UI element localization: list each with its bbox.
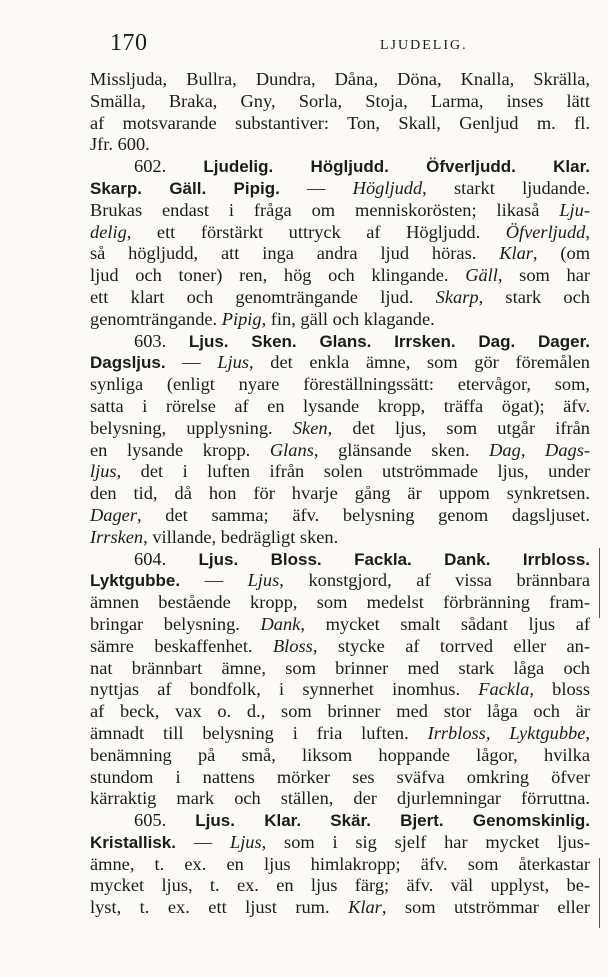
text-segment: , stark och [478, 286, 590, 307]
entry-heading-line [90, 549, 590, 571]
text-line [90, 505, 590, 527]
text-segment: af beck, vax o. d., som brinner med stor låga och är [90, 701, 590, 722]
text-line [90, 418, 590, 440]
text-line [90, 679, 590, 701]
text-segment: , bloss [529, 679, 590, 700]
text-segment: , som utströmmar eller [381, 897, 590, 918]
text-segment: ämnadt till belysning i fria luften. [90, 722, 428, 743]
entry-heading-line [90, 156, 590, 178]
italic-term: Gäll [465, 265, 498, 286]
text-line [90, 461, 590, 483]
italic-term: Lju- [559, 199, 590, 220]
text-line [90, 309, 590, 331]
text-segment: ett klart och genomträngande ljud. [90, 286, 436, 307]
text-segment: lyst, t. ex. ett ljust rum. [90, 897, 349, 918]
text-segment: så högljudd, att inga andra ljud höras. [90, 243, 500, 264]
text-segment: stundom i nattens mörker ses sväfva omkring öfver [90, 766, 590, 787]
italic-term: Högljudd [352, 177, 423, 198]
italic-term: Ljus [217, 352, 250, 373]
italic-term: Dager [90, 504, 137, 525]
text-line [90, 483, 590, 505]
text-line [90, 875, 590, 897]
text-segment: , det ljus, som utgår ifrån [327, 417, 590, 438]
text-line [90, 200, 590, 222]
text-segment: , som har [497, 265, 590, 286]
page-header [88, 30, 578, 60]
text-segment: , konstgjord, af vissa brännbara [279, 570, 590, 591]
italic-term: Öfverljudd [505, 221, 586, 242]
italic-term: ljus [90, 461, 117, 482]
text-line [90, 113, 590, 135]
text-segment: synliga (enligt nyare föreställningssätt: etervågor, som, [90, 374, 590, 395]
text-segment: Brukas endast i fråga om menniskorösten; likaså [90, 199, 560, 220]
text-line [90, 767, 590, 789]
entry-heading-line [90, 810, 590, 832]
text-segment: ämnen bestående kropp, som medelst förbränning fram- [90, 592, 590, 613]
text-segment: nyttjas af bondfolk, i synnerhet inomhus. [90, 679, 479, 700]
margin-rule [599, 548, 600, 618]
headwords: Ljus. Sken. Glans. Irrsken. Dag. Dager. [188, 331, 590, 351]
text-segment: — [176, 831, 230, 852]
text-segment: 602. [134, 156, 204, 177]
text-segment: nat brännbart ämne, som brinner med stark låga och [90, 657, 590, 678]
text-segment: en lysande kropp. [90, 439, 270, 460]
headwords: Skarp. Gäll. Pipig. [90, 178, 280, 198]
text-segment: — [279, 177, 353, 198]
headwords: Ljus. Klar. Skär. Bjert. Genomskinlig. [195, 811, 591, 831]
text-segment: , fin, gäll och klagande. [261, 308, 435, 329]
text-line [90, 570, 590, 592]
text-segment: , det enkla ämne, som gör föremålen [249, 352, 590, 373]
text-segment: , ett förstärkt uttryck af Högljudd. [126, 221, 506, 242]
text-segment: , det i luften ifrån solen utströmmade ljus, under [116, 461, 590, 482]
text-line [90, 636, 590, 658]
text-line [90, 614, 590, 636]
italic-term: delig [90, 221, 127, 242]
text-segment: , villande, bedrägligt sken. [143, 526, 339, 547]
entry-heading-line [90, 331, 590, 353]
text-segment: den tid, då hon för hvarje gång är uppom synkretsen. [90, 483, 590, 504]
text-line [90, 265, 590, 287]
text-segment: , stycke af torrved eller an- [312, 635, 590, 656]
text-line [90, 701, 590, 723]
italic-term: Klar [348, 897, 382, 918]
text-segment: — [180, 570, 248, 591]
text-line [90, 854, 590, 876]
text-line [90, 374, 590, 396]
text-segment: ämne, t. ex. en ljus himlakropp; äfv. som återkastar [90, 853, 590, 874]
text-segment: 603. [134, 330, 189, 351]
text-segment: — [165, 352, 218, 373]
text-segment: benämning på små, liksom hoppande lågor, hvilka [90, 744, 590, 765]
headwords: Lyktgubbe. [90, 571, 181, 591]
italic-term: Klar [499, 243, 533, 264]
text-segment: bringar belysning. [90, 613, 261, 634]
text-segment: Jfr. 600. [90, 134, 150, 155]
text-segment: Smälla, Braka, Gny, Sorla, Stoja, Larma, inses lätt [90, 90, 590, 111]
italic-term: Ljus [229, 831, 262, 852]
text-line [90, 178, 590, 200]
body-text [90, 69, 590, 919]
headwords: Ljus. Bloss. Fackla. Dank. Irrbloss. [198, 549, 591, 569]
text-line [90, 897, 590, 919]
text-segment: 604. [134, 548, 199, 569]
italic-term: Skarp [435, 286, 479, 307]
italic-term: Fackla [478, 679, 530, 700]
text-line [90, 352, 590, 374]
text-segment: , det samma; äfv. belysning genom dagsljuset. [137, 504, 590, 525]
text-line [90, 69, 590, 91]
headwords: Ljudelig. Högljudd. Öfverljudd. Klar. [203, 157, 591, 177]
text-segment: sämre beskaffenhet. [90, 635, 273, 656]
text-segment: ljud och toner) ren, hög och klingande. [90, 265, 466, 286]
text-line [90, 287, 590, 309]
text-line [90, 658, 590, 680]
text-segment: satta i rörelse af en lysande kropp, träffa ögat); äfv. [90, 395, 590, 416]
text-line [90, 396, 590, 418]
text-line [90, 527, 590, 549]
text-segment: , som i sig sjelf har mycket ljus- [261, 831, 590, 852]
italic-term: Dag, Dags- [489, 439, 590, 460]
text-segment: kärraktig mark och ställen, der djurlemningar förruttna. [90, 788, 590, 809]
text-segment: , glänsande sken. [313, 439, 490, 460]
italic-term: Bloss [272, 635, 313, 656]
text-line [90, 723, 590, 745]
headwords: Dagsljus. [90, 353, 166, 373]
text-segment: Missljuda, Bullra, Dundra, Dåna, Döna, Knalla, Skrälla, [90, 69, 590, 89]
text-segment: 605. [134, 810, 196, 831]
text-segment: , (om [532, 243, 590, 264]
text-line [90, 788, 590, 810]
italic-term: Dank [260, 613, 301, 634]
text-segment: , mycket smalt sådant ljus af [300, 613, 590, 634]
text-line [90, 832, 590, 854]
running-head: LJUDELIG. [380, 38, 468, 53]
text-segment: , [585, 722, 590, 743]
text-line [90, 745, 590, 767]
text-line [90, 440, 590, 462]
italic-term: Ljus [247, 570, 280, 591]
italic-term: Sken [292, 417, 328, 438]
text-line [90, 91, 590, 113]
text-line [90, 222, 590, 244]
text-line [90, 243, 590, 265]
text-segment: belysning, upplysning. [90, 417, 293, 438]
text-segment: af motsvarande substantiver: Ton, Skall, Genljud m. fl. [90, 112, 590, 133]
text-line [90, 592, 590, 614]
text-segment: genomträngande. [90, 308, 222, 329]
headwords: Kristallisk. [90, 832, 176, 852]
text-segment: , starkt ljudande. [422, 177, 590, 198]
page-number: 170 [110, 30, 148, 56]
italic-term: Glans [269, 439, 314, 460]
text-segment: , [585, 221, 590, 242]
text-segment: mycket ljus, t. ex. en ljus färg; äfv. väl upplyst, be- [90, 875, 590, 896]
italic-term: Irrbloss, Lyktgubbe [427, 722, 586, 743]
text-line [90, 134, 590, 156]
margin-rule [599, 858, 600, 928]
italic-term: Irrsken [90, 526, 144, 547]
italic-term: Pipig [221, 308, 262, 329]
